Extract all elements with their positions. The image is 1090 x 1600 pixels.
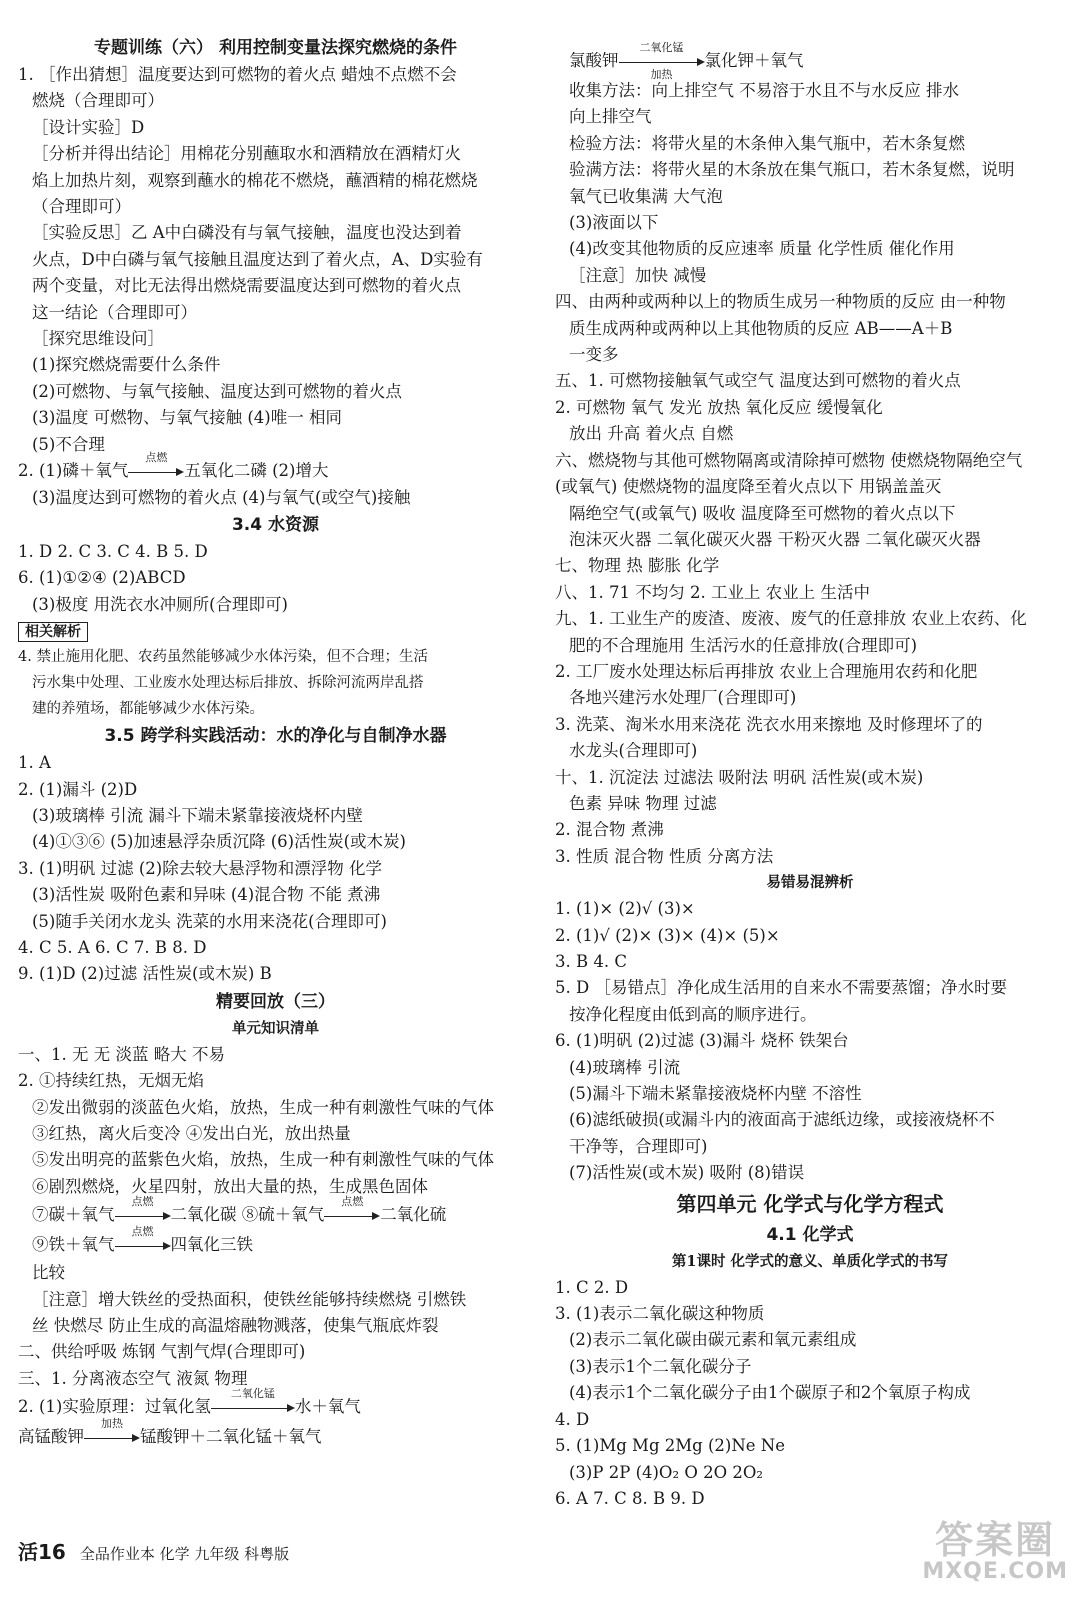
unit-title: 第四单元 化学式与化学方程式 — [676, 1191, 944, 1216]
q2-line: (3)温度达到可燃物的着火点 (4)与氧气(或空气)接触 — [32, 487, 411, 507]
review-line: ③红热，离火后变冷 ④发出白光，放出热量 — [32, 1124, 351, 1143]
q1-line: 这一结论（合理即可） — [32, 302, 197, 322]
review-line: ⑤发出明亮的蓝紫色火焰，放热，生成一种有刺激性气味的气体 — [32, 1150, 494, 1170]
answer-line: (3)液面以下 — [569, 213, 659, 233]
answer-line: 质生成两种或两种以上其他物质的反应 AB——A＋B — [569, 318, 953, 338]
reaction-arrow-icon: 点燃 — [115, 1239, 171, 1253]
answer-line: 放出 升高 着火点 自燃 — [569, 424, 734, 444]
answer-line: 十、1. 沉淀法 过滤法 吸附法 明矾 活性炭(或木炭) — [555, 767, 924, 787]
reaction-arrow-icon: 加热 — [84, 1431, 140, 1445]
reaction-arrow-icon: 点燃 — [128, 465, 184, 479]
reaction-arrow-icon: 二氧化锰 加热 — [619, 54, 705, 70]
analysis-line: 建的养殖场，都能够减少水体污染。 — [32, 701, 264, 718]
answer-line: 检验方法：将带火星的木条伸入集气瓶中，若木条复燃 — [569, 133, 965, 153]
review-line: ⑥剧烈燃烧，火星四射，放出大量的热，生成黑色固体 — [32, 1176, 428, 1196]
equation-line: 氯酸钾 二氧化锰 加热 氯化钾＋氧气 — [569, 40, 804, 81]
answer-line: (4)改变其他物质的反应速率 质量 化学性质 催化作用 — [569, 239, 955, 259]
answer-line: 3. 性质 混合物 性质 分离方法 — [555, 846, 774, 866]
page-number: 活16 — [18, 1540, 66, 1564]
watermark-url: MXQE.COM — [922, 1559, 1068, 1584]
note-line: ［注意］增大铁丝的受热面积，使铁丝能够持续燃烧 引燃铁 — [32, 1289, 467, 1309]
q1-line: ［分析并得出结论］用棉花分别蘸取水和酒精放在酒精灯火 — [32, 144, 461, 164]
review-line: 一、1. 无 无 淡蓝 略大 不易 — [18, 1044, 225, 1064]
equation-line: ⑦碳＋氧气 点燃 二氧化碳 ⑧硫＋氧气 点燃 二氧化硫 — [32, 1194, 447, 1225]
answer-line: 6. A 7. C 8. B 9. D — [555, 1488, 705, 1508]
answer-line: (3)极度 用洗衣水冲厕所(合理即可) — [32, 594, 288, 614]
q1-line: (1)探究燃烧需要什么条件 — [32, 355, 221, 375]
section-heading-4-1: 4.1 化学式 — [766, 1224, 854, 1245]
answer-line: 色素 异味 物理 过滤 — [569, 793, 717, 813]
answer-line: (4)表示1个二氧化碳分子由1个碳原子和2个氧原子构成 — [569, 1383, 971, 1403]
answer-line: 收集方法：向上排空气 不易溶于水且不与水反应 排水 — [569, 81, 959, 100]
q1-line: (2)可燃物、与氧气接触、温度达到可燃物的着火点 — [32, 381, 402, 401]
q1-line: (3)温度 可燃物、与氧气接触 (4)唯一 相同 — [32, 408, 342, 428]
left-column — [18, 34, 533, 1452]
reaction-arrow-icon: 点燃 — [115, 1209, 171, 1223]
q1-line: 两个变量，对比无法得出燃烧需要温度达到可燃物的着火点 — [32, 276, 461, 296]
answer-line: 3. (1)明矾 过滤 (2)除去较大悬浮物和漂浮物 化学 — [18, 858, 382, 878]
answer-line: (3)P 2P (4)O₂ O 2O 2O₂ — [569, 1462, 764, 1482]
q1-line: 火点，D中白磷与氧气接触且温度达到了着火点，A、D实验有 — [32, 249, 483, 269]
note-line: 丝 快燃尽 防止生成的高温熔融物溅落，使集气瓶底炸裂 — [32, 1316, 439, 1336]
q1-line: 1. ［作出猜想］温度要达到可燃物的着火点 蜡烛不点燃不会 — [18, 65, 457, 84]
review-subtitle: 单元知识清单 — [232, 1019, 319, 1037]
answer-line: 2. (1)漏斗 (2)D — [18, 779, 138, 799]
answer-line: 各地兴建污水处理厂(合理即可) — [569, 688, 797, 708]
mistake-heading: 易错易混辨析 — [766, 874, 854, 892]
answer-line: (5)漏斗下端未紧靠接液烧杯内壁 不溶性 — [569, 1084, 862, 1104]
equation-line: 高锰酸钾 加热 锰酸钾＋二氧化锰＋氧气 — [18, 1416, 322, 1447]
q1-line: 焰上加热片刻，观察到蘸水的棉花不燃烧，蘸酒精的棉花燃烧 — [32, 170, 478, 190]
book-title: 全品作业本 化学 九年级 科粤版 — [79, 1545, 290, 1563]
answer-line: 1. C 2. D — [555, 1277, 629, 1297]
answer-line: 5. (1)Mg Mg 2Mg (2)Ne Ne — [555, 1436, 785, 1456]
answer-line: 泡沫灭火器 二氧化碳灭火器 干粉灭火器 二氧化碳灭火器 — [569, 529, 981, 549]
answer-line: (3)玻璃棒 引流 漏斗下端未紧靠接液烧杯内壁 — [32, 805, 363, 825]
answer-line: 4. C 5. A 6. C 7. B 8. D — [18, 937, 207, 957]
review-line: 2. ①持续红热，无烟无焰 — [18, 1071, 204, 1091]
answer-line: 验满方法：将带火星的木条放在集气瓶口，若木条复燃，说明 — [569, 160, 1015, 180]
answer-line: 按净化程度由低到高的顺序进行。 — [569, 1004, 817, 1024]
answer-line: 向上排空气 — [569, 107, 652, 127]
page-footer — [18, 1536, 289, 1565]
section-heading-3-5: 3.5 跨学科实践活动：水的净化与自制净水器 — [104, 726, 447, 747]
right-column — [555, 40, 1065, 1512]
answer-line: 2. 工厂废水处理达标后再排放 农业上合理施用农药和化肥 — [555, 661, 978, 681]
q2-equation: 2. (1)磷＋氧气 点燃 五氧化二磷 (2)增大 — [18, 450, 329, 481]
answer-line: (7)活性炭(或木炭) 吸附 (8)错误 — [569, 1163, 805, 1183]
answer-line: 一变多 — [569, 345, 619, 365]
answer-line: 2. (1)√ (2)× (3)× (4)× (5)× — [555, 925, 780, 945]
answer-line: 5. D ［易错点］净化成生活用的自来水不需要蒸馏；净水时要 — [555, 978, 1007, 998]
q1-line: ［探究思维设问］ — [32, 329, 164, 349]
reaction-arrow-icon: 二氧化锰 — [211, 1401, 295, 1415]
answer-line: 9. (1)D (2)过滤 活性炭(或木炭) B — [18, 964, 272, 984]
topic-title: 专题训练（六） 利用控制变量法探究燃烧的条件 — [94, 38, 457, 58]
answer-line: (或氧气) 使燃烧物的温度降至着火点以下 用锅盖盖灭 — [555, 477, 942, 497]
answer-line: (3)表示1个二氧化碳分子 — [569, 1356, 752, 1376]
answer-line: 干净等，合理即可) — [569, 1136, 708, 1156]
analysis-tag: 相关解析 — [18, 622, 88, 642]
answer-line: 2. 可燃物 氧气 发光 放热 氧化反应 缓慢氧化 — [555, 397, 883, 417]
watermark-logo — [922, 1520, 1068, 1584]
answer-line: 氧气已收集满 大气泡 — [569, 186, 723, 206]
section-heading-3-4: 3.4 水资源 — [231, 514, 320, 535]
equation-line: 2. (1)实验原理：过氧化氢 二氧化锰 水＋氧气 — [18, 1386, 361, 1417]
answer-line: 水龙头(合理即可) — [569, 741, 698, 761]
answer-line: 3. 洗菜、淘米水用来浇花 洗衣水用来擦地 及时修理坏了的 — [555, 714, 983, 734]
analysis-line: 污水集中处理、工业废水处理达标后排放、拆除河流两岸乱搭 — [32, 675, 424, 692]
analysis-line: 4. 禁止施用化肥、农药虽然能够减少水体污染，但不合理；生活 — [18, 649, 428, 666]
answer-line: (2)表示二氧化碳由碳元素和氧元素组成 — [569, 1330, 857, 1350]
compare-label: 比较 — [32, 1263, 65, 1283]
answer-line: 6. (1)①②④ (2)ABCD — [18, 568, 186, 588]
equation-line: ⑨铁＋氧气 点燃 四氧化三铁 — [32, 1224, 253, 1255]
q1-line: ［实验反思］乙 A中白磷没有与氧气接触，温度也没达到着 — [32, 223, 462, 243]
lesson-heading: 第1课时 化学式的意义、单质化学式的书写 — [671, 1252, 949, 1270]
answer-line: (3)活性炭 吸附色素和异味 (4)混合物 不能 煮沸 — [32, 885, 381, 905]
answer-line: 八、1. 71 不均匀 2. 工业上 农业上 生活中 — [555, 582, 870, 602]
answer-line: 1. A — [18, 753, 51, 773]
answer-line: 2. 混合物 煮沸 — [555, 820, 664, 840]
answer-line: 1. (1)× (2)√ (3)× — [555, 899, 695, 919]
q1-line: 燃烧（合理即可） — [32, 91, 164, 111]
q1-line: ［设计实验］D — [32, 117, 145, 137]
reaction-arrow-icon: 点燃 — [324, 1209, 380, 1223]
note-line: 二、供给呼吸 炼钢 气割气焊(合理即可) — [18, 1342, 306, 1362]
watermark-text: 答案圈 — [935, 1518, 1056, 1562]
answer-line: (6)滤纸破损(或漏斗内的液面高于滤纸边缘，或接液烧杯不 — [569, 1110, 995, 1130]
note-line: 三、1. 分离液态空气 液氮 物理 — [18, 1368, 248, 1388]
answer-line: 四、由两种或两种以上的物质生成另一种物质的反应 由一种物 — [555, 292, 1006, 312]
answer-line: 七、物理 热 膨胀 化学 — [555, 556, 720, 576]
answer-line: 6. (1)明矾 (2)过滤 (3)漏斗 烧杯 铁架台 — [555, 1031, 849, 1051]
answer-line: 1. D 2. C 3. C 4. B 5. D — [18, 541, 208, 561]
answer-line: ［注意］加快 减慢 — [569, 265, 707, 285]
answer-line: 隔绝空气(或氧气) 吸收 温度降至可燃物的着火点以下 — [569, 503, 956, 523]
answer-line: 3. B 4. C — [555, 952, 627, 971]
answer-line: (5)随手关闭水龙头 洗菜的水用来浇花(合理即可) — [32, 911, 387, 931]
answer-line: 五、1. 可燃物接触氧气或空气 温度达到可燃物的着火点 — [555, 371, 961, 391]
answer-line: (4)①③⑥ (5)加速悬浮杂质沉降 (6)活性炭(或木炭) — [32, 832, 406, 852]
answer-line: 肥的不合理施用 生活污水的任意排放(合理即可) — [569, 635, 918, 655]
answer-line: 3. (1)表示二氧化碳这种物质 — [555, 1304, 765, 1324]
review-line: ②发出微弱的淡蓝色火焰，放热，生成一种有刺激性气味的气体 — [32, 1097, 494, 1117]
review-title: 精要回放（三） — [216, 991, 335, 1012]
answer-line: 4. D — [555, 1409, 590, 1429]
q1-line: （合理即可） — [32, 197, 131, 217]
answer-line: (4)玻璃棒 引流 — [569, 1057, 681, 1077]
answer-line: 六、燃烧物与其他可燃物隔离或清除掉可燃物 使燃烧物隔绝空气 — [555, 450, 1023, 470]
answer-line: 九、1. 工业生产的废渣、废液、废气的任意排放 农业上农药、化 — [555, 609, 1027, 629]
q1-line: (5)不合理 — [32, 434, 105, 454]
